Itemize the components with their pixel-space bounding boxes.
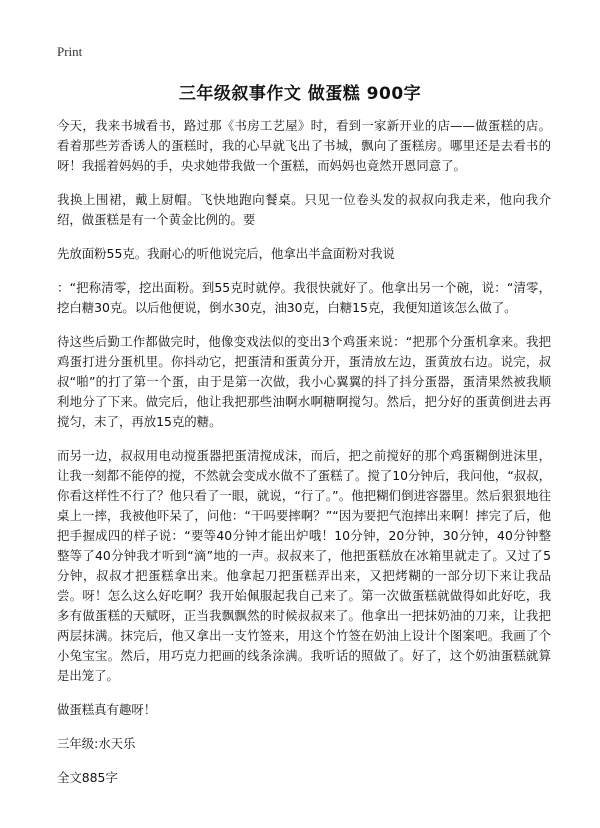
paragraph: 我换上围裙，戴上厨帽。飞快地跑向餐桌。只见一位卷头发的叔叔向我走来，他向我介绍，做蛋糕是有一个黄金比例的。要: [57, 192, 551, 227]
print-link[interactable]: Print: [57, 44, 83, 59]
word-count: 全文885字: [57, 770, 118, 785]
paragraph: ：“把称清零，挖出面粉。到55克时就停。我很快就好了。他拿出另一个碗，说：“清零，挖白糖30克。以后他便说，倒水30克，油30克，白糖15克，我便知道该怎么做了。: [57, 280, 551, 315]
paragraph: 先放面粉55克。我耐心的听他说完后，他拿出半盒面粉对我说: [57, 246, 395, 261]
article-body: [57, 116, 551, 802]
paragraph: 今天，我来书城看书，路过那《书房工艺屋》时，看到一家新开业的店——做蛋糕的店。看着那些芳香诱人的蛋糕时，我的心早就飞出了书城，飘向了蛋糕房。哪里还是去看书的呀！我摇着妈妈的手，央求她带我做一个蛋糕，而妈妈也竟然开恩同意了。: [57, 118, 551, 173]
page-title: 三年级叙事作文 做蛋糕 900字: [178, 84, 422, 104]
author-line: 三年级:水天乐: [57, 736, 136, 751]
closing-line: 做蛋糕真有趣呀！: [57, 702, 157, 717]
paragraph: 而另一边，叔叔用电动搅蛋器把蛋清搅成沫，而后，把之前搅好的那个鸡蛋糊倒进沫里，让我一刻都不能停的搅，不然就会变成水做不了蛋糕了。搅了10分钟后，我问他，“叔叔，你看这样性不行了？他只看了一眼，就说，“行了。”。他把糊们倒进容器里。然后狠狠地往桌上一摔，我被他吓呆了，问他：“干吗要摔啊？”“因为要把气泡摔出来啊！摔完了后，他把手握成四的样子说：“要等40分钟才能出炉哦！10分钟，20分钟，30分钟，40分钟整整等了40分钟我才听到“滴”地的一声。叔叔来了，他把蛋糕放在冰箱里就走了。又过了5分钟，叔叔才把蛋糕拿出来。他拿起刀把蛋糕弄出来，又把烤糊的一部分切下来让我品尝。呀！怎么这么好吃啊？我开始佩服起我自己来了。第一次做蛋糕就做得如此好吃，我多有做蛋糕的天赋呀，正当我飘飘然的时候叔叔来了。他拿出一把抹奶油的刀来，让我把两层抹满。抹完后，他又拿出一支竹签来，用这个竹签在奶油上设计个图案吧。我画了个小兔宝宝。然后，用巧克力把画的线条涂满。我听话的照做了。好了，这个奶油蛋糕就算是出笼了。: [57, 448, 551, 683]
paragraph: 待这些后勤工作都做完时，他像变戏法似的变出3个鸡蛋来说：“把那个分蛋机拿来。我把鸡蛋打进分蛋机里。你抖动它，把蛋清和蛋黄分开，蛋清放左边，蛋黄放右边。说完，叔叔“啪”的打了第一个蛋，由于是第一次做，我小心翼翼的抖了抖分蛋器，蛋清果然被我顺利地分了下来。做完后，他让我把那些油啊水啊糖啊搅匀。然后，把分好的蛋黄倒进去再搅匀，末了，再放15克的糖。: [57, 334, 551, 429]
